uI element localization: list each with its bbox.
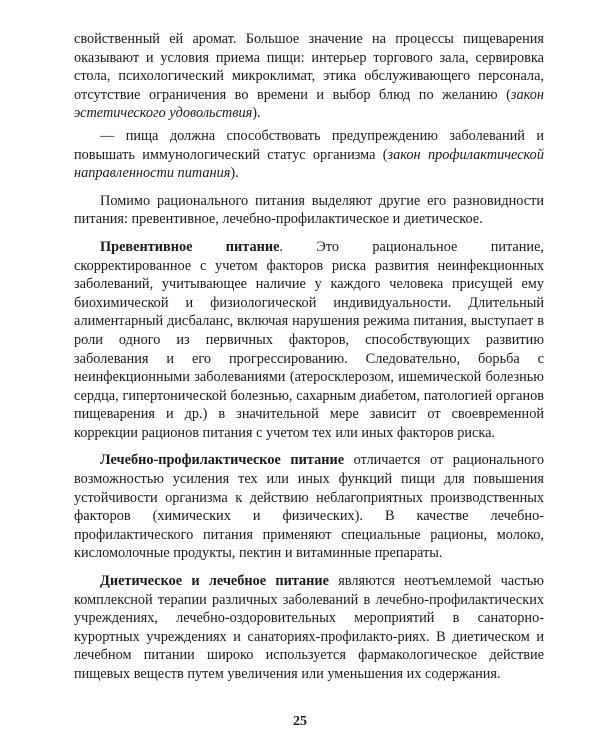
paragraph-text: отличается от рационального возможностью усиления тех или иных функций пищи для повышения устойчивости организма к действию неблагоприятных производственных факторов (химических и физических). В качестве лечебно-профилактического питания применяют специальные рационы, молоко, кисломолочные продукты, пектин и витаминные препараты. (74, 452, 544, 562)
paragraph-text: свойственный ей аромат. Большое значение на процессы пищеварения оказывают и условия приема пищи: интерьер торгового зала, сервировка стола, психологический микроклимат, этика обслуживающего персонала, отсутствие ограничения во времени и выбор блюд по желанию ( (74, 31, 544, 103)
term-therapeutic-prophylactic-nutrition: Лечебно-профилактическое питание (100, 452, 345, 469)
term-dietary-nutrition: Диетическое и лечебное питание (100, 573, 329, 590)
paragraph-text: . Это рациональное питание, скорректированное с учетом факторов риска развития неинфекционных заболеваний, учитывающее наличие у каждого человека присущей ему биохимической и физиологической индивидуальности. Длительный алиментарный дисбаланс, включая нарушения режима питания, выступает в роли одного из первичных факторов, способствующих развитию заболевания и его прогрессированию. Следовательно, борьба с неинфекционными заболеваниями (атеросклерозом, ишемической болезнью сердца, гипертонической болезнью, сахарным диабетом, патологией органов пищеварения и др.) в значительной мере зависит от своевременной коррекции рационов питания с учетом тех или иных факторов риска. (74, 238, 544, 441)
paragraph-preventive-nutrition (74, 238, 544, 443)
law-aesthetic-pleasure: закон эстетического удовольствия (74, 86, 544, 122)
paragraph-text: ). (252, 105, 261, 122)
paragraph-text: являются неотъемлемой частью комплексной терапии различных заболеваний в лечебно-профилактических учреждениях, лечебно-оздоровительных мероприятий в санаторно-курортных учреждениях и санаториях-профилакто-риях. В диетическом и лечебном питании широко используется фармакологическое действие пищевых веществ путем увеличения или уменьшения их содержания. (74, 573, 544, 682)
paragraph-dietary-nutrition (74, 572, 544, 684)
paragraph-prophylactic-law (74, 127, 544, 183)
paragraph-aesthetic-law (74, 30, 544, 123)
term-preventive-nutrition: Превентивное питание (100, 238, 280, 255)
paragraph-text: ). (230, 165, 239, 182)
law-prophylactic-orientation: закон профилактической направленности питания (74, 146, 544, 182)
paragraph-text: — пища должна способствовать предупреждению заболеваний и повышать иммунологический статус организма ( (74, 127, 544, 163)
page-number: 25 (293, 714, 307, 729)
paragraph-therapeutic-prophylactic (74, 451, 544, 563)
paragraph-text: Помимо рационального питания выделяют другие его разновидности питания: превентивное, лечебно-профилактическое и диетическое. (74, 192, 544, 228)
paragraph-nutrition-types (74, 192, 544, 229)
